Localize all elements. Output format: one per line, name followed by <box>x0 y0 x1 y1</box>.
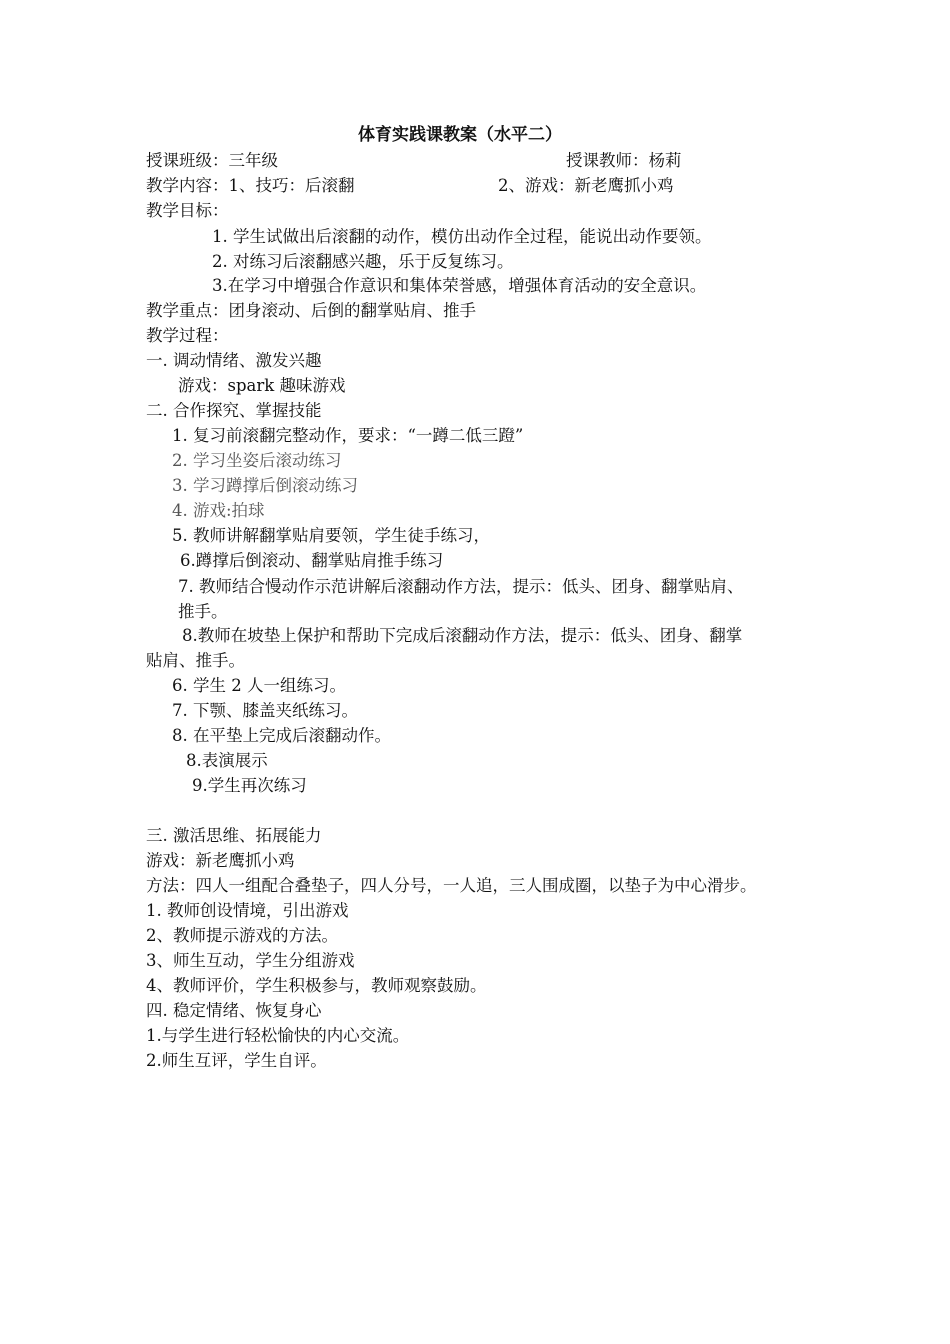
part2-item: 8.教师在坡垫上保护和帮助下完成后滚翻动作方法，提示：低头、团身、翻掌 <box>182 626 743 645</box>
teacher-line: 授课教师：杨莉 <box>566 151 682 170</box>
part1-game: 游戏：spark 趣味游戏 <box>178 376 346 395</box>
part3-heading: 三. 激活思维、拓展能力 <box>146 826 322 845</box>
part2-item: 推手。 <box>178 602 228 621</box>
class-line: 授课班级：三年级 <box>146 151 278 170</box>
part3-item: 2、教师提示游戏的方法。 <box>146 926 338 945</box>
part2-heading: 二. 合作探究、掌握技能 <box>146 401 322 420</box>
part2-item: 2. 学习坐姿后滚动练习 <box>172 451 342 470</box>
part3-item: 4、教师评价，学生积极参与，教师观察鼓励。 <box>146 976 487 995</box>
part2-item: 9.学生再次练习 <box>192 776 307 795</box>
part3-item: 3、师生互动，学生分组游戏 <box>146 951 355 970</box>
part3-game: 游戏：新老鹰抓小鸡 <box>146 851 295 870</box>
part1-heading: 一. 调动情绪、激发兴趣 <box>146 351 322 370</box>
part2-item: 8. 在平垫上完成后滚翻动作。 <box>172 726 391 745</box>
content-line-a: 教学内容：1、技巧：后滚翻 <box>146 176 355 195</box>
page-title: 体育实践课教案（水平二） <box>358 125 562 145</box>
content-line-b: 2、游戏：新老鹰抓小鸡 <box>498 176 674 195</box>
part3-method: 方法：四人一组配合叠垫子，四人分号，一人追，三人围成圈，以垫子为中心滑步。 <box>146 876 757 895</box>
part4-item: 2.师生互评，学生自评。 <box>146 1051 327 1070</box>
goal-item: 3.在学习中增强合作意识和集体荣誉感，增强体育活动的安全意识。 <box>212 276 707 295</box>
part2-item: 5. 教师讲解翻掌贴肩要领，学生徒手练习， <box>172 526 490 545</box>
part2-item: 7. 下颚、膝盖夹纸练习。 <box>172 701 358 720</box>
goals-heading: 教学目标： <box>146 201 229 220</box>
part2-item: 4. 游戏:拍球 <box>172 501 265 520</box>
part2-item: 贴肩、推手。 <box>146 651 245 670</box>
part2-item: 3. 学习蹲撑后倒滚动练习 <box>172 476 358 495</box>
goal-item: 2. 对练习后滚翻感兴趣，乐于反复练习。 <box>212 252 514 271</box>
part3-item: 1. 教师创设情境，引出游戏 <box>146 901 349 920</box>
part4-item: 1.与学生进行轻松愉快的内心交流。 <box>146 1026 410 1045</box>
part2-item: 6. 学生 2 人一组练习。 <box>172 676 346 695</box>
part2-item: 8.表演展示 <box>186 751 268 770</box>
part2-item: 1. 复习前滚翻完整动作，要求：“一蹲二低三蹬” <box>172 426 524 445</box>
part4-heading: 四. 稳定情绪、恢复身心 <box>146 1001 322 1020</box>
part2-item: 6.蹲撑后倒滚动、翻掌贴肩推手练习 <box>180 551 444 570</box>
process-heading: 教学过程： <box>146 326 229 345</box>
goal-item: 1. 学生试做出后滚翻的动作，模仿出动作全过程，能说出动作要领。 <box>212 227 712 246</box>
part2-item: 7. 教师结合慢动作示范讲解后滚翻动作方法，提示：低头、团身、翻掌贴肩、 <box>178 577 744 596</box>
key-point: 教学重点：团身滚动、后倒的翻掌贴肩、推手 <box>146 301 476 320</box>
